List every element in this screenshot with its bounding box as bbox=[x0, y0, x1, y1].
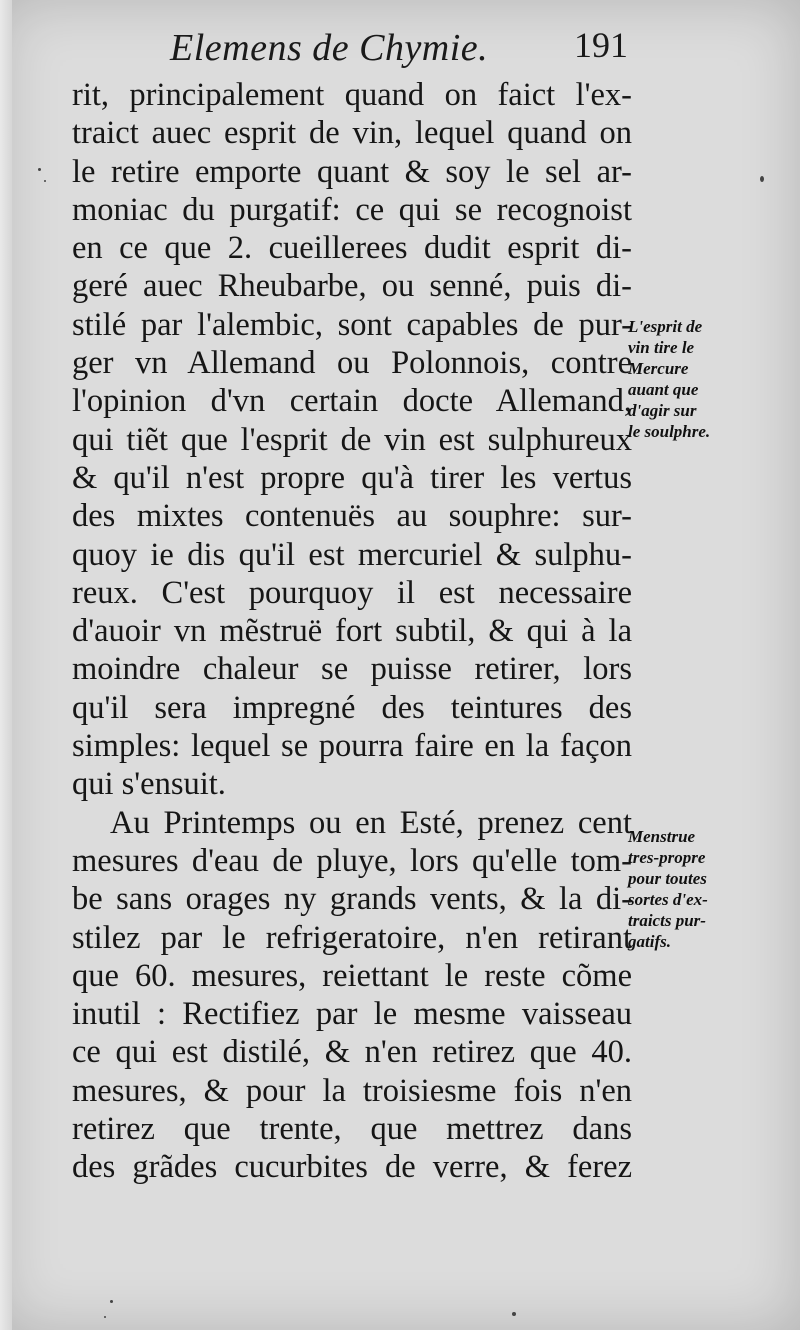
margin-note-line: Menstrue bbox=[628, 827, 696, 846]
margin-note-line: Mercure bbox=[628, 359, 689, 378]
text-line: d'auoir vn mẽstruë fort subtil, & qui à la bbox=[72, 613, 632, 650]
text-line: qui tiẽt que l'esprit de vin est sulphureux bbox=[72, 421, 632, 458]
text-line: & qu'il n'est propre qu'à tirer les vertus bbox=[72, 459, 632, 496]
paper-speck bbox=[38, 168, 41, 171]
text-line: le retire emporte quant & soy le sel ar- bbox=[72, 153, 632, 190]
margin-note bbox=[628, 316, 793, 442]
text-line: geré auec Rheubarbe, ou senné, puis di- bbox=[72, 268, 632, 305]
page-number: 191 bbox=[574, 25, 628, 65]
paper-speck bbox=[512, 1312, 516, 1316]
running-title: Elemens de Chymie. bbox=[170, 27, 489, 69]
margin-note-line: d'agir sur bbox=[628, 401, 697, 420]
margin-note-line: gatifs. bbox=[628, 932, 671, 951]
text-line: mesures, & pour la troisiesme fois n'en bbox=[72, 1072, 632, 1109]
paper-speck bbox=[110, 1300, 113, 1303]
margin-note-line: L'esprit de bbox=[628, 317, 703, 336]
paper-speck bbox=[104, 1316, 106, 1318]
text-line: reux. C'est pourquoy il est necessaire bbox=[72, 574, 632, 611]
text-line: que 60. mesures, reiettant le reste cõme bbox=[72, 957, 632, 994]
text-line: quoy ie dis qu'il est mercuriel & sulphu- bbox=[72, 536, 632, 573]
text-line: l'opinion d'vn certain docte Allemand, bbox=[72, 383, 632, 420]
margin-note-line: le soulphre. bbox=[628, 422, 711, 441]
text-line: qui s'ensuit. bbox=[72, 766, 226, 803]
text-line: qu'il sera impregné des teintures des bbox=[72, 689, 632, 726]
text-line: moniac du purgatif: ce qui se recognoist bbox=[72, 191, 632, 228]
paper-speck bbox=[760, 176, 764, 182]
text-line: moindre chaleur se puisse retirer, lors bbox=[72, 651, 632, 688]
text-line: ce qui est distilé, & n'en retirez que 40. bbox=[72, 1034, 632, 1071]
margin-note bbox=[628, 826, 793, 952]
text-line: en ce que 2. cueillerees dudit esprit di- bbox=[72, 230, 632, 267]
margin-note-line: auant que bbox=[628, 380, 699, 399]
text-line: ger vn Allemand ou Polonnois, contre bbox=[72, 345, 632, 382]
text-line: stilé par l'alembic, sont capables de pur- bbox=[72, 306, 632, 343]
paper-speck bbox=[44, 180, 46, 182]
text-line: Au Printemps ou en Esté, prenez cent bbox=[110, 804, 632, 841]
text-line: retirez que trente, que mettrez dans bbox=[72, 1111, 632, 1148]
text-line: simples: lequel se pourra faire en la façon bbox=[72, 728, 632, 765]
margin-note-line: sortes d'ex- bbox=[628, 890, 708, 909]
text-line: des mixtes contenuës au souphre: sur- bbox=[72, 498, 632, 535]
margin-note-line: pour toutes bbox=[628, 869, 707, 888]
margin-note-line: tres-propre bbox=[628, 848, 706, 867]
text-line: des grãdes cucurbites de verre, & ferez bbox=[72, 1149, 632, 1186]
text-line: traict auec esprit de vin, lequel quand on bbox=[72, 115, 632, 152]
text-line: mesures d'eau de pluye, lors qu'elle tom- bbox=[72, 842, 632, 879]
text-line: rit, principalement quand on faict l'ex- bbox=[72, 77, 632, 113]
text-line: inutil : Rectifiez par le mesme vaisseau bbox=[72, 996, 632, 1033]
margin-note-line: vin tire le bbox=[628, 338, 695, 357]
text-line: be sans orages ny grands vents, & la di- bbox=[72, 881, 632, 918]
margin-note-line: traicts pur- bbox=[628, 911, 706, 930]
body-text bbox=[72, 76, 632, 1187]
text-line: stilez par le refrigeratoire, n'en retirant bbox=[72, 919, 632, 956]
